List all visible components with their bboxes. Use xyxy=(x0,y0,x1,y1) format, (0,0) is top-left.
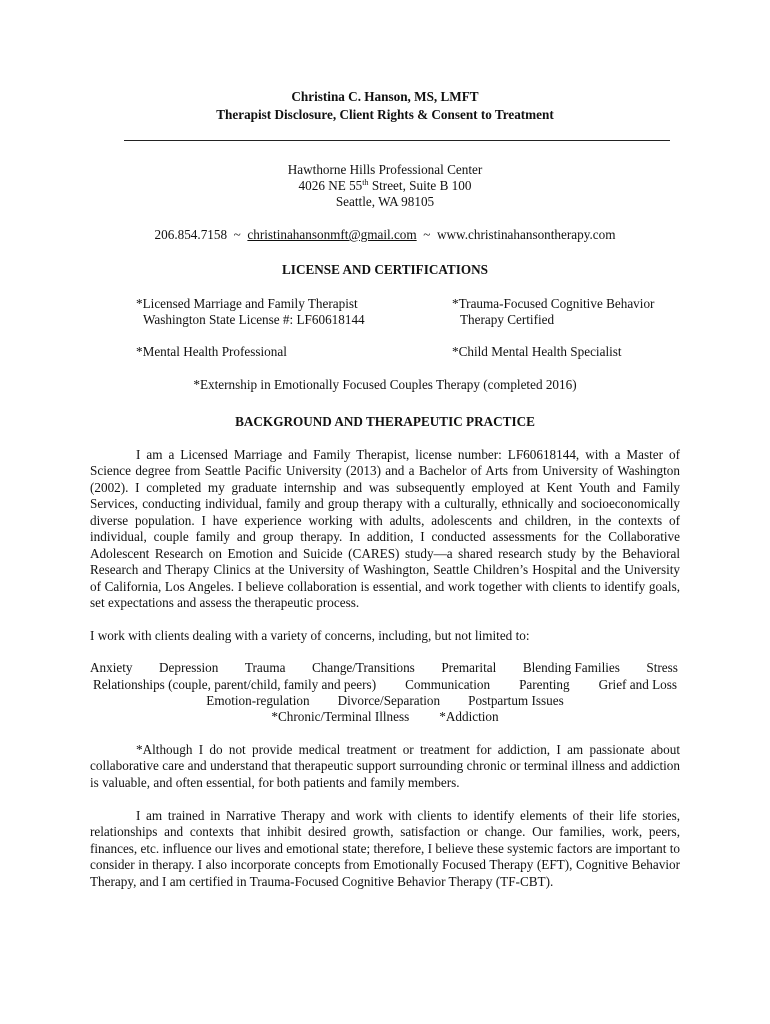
concern-item: Blending Families xyxy=(522,660,620,675)
concerns-row-3 xyxy=(0,693,770,709)
concern-item: Change/Transitions xyxy=(311,660,415,675)
concern-item: Relationships (couple, parent/child, family and peers) xyxy=(93,677,377,692)
address-street xyxy=(0,178,770,194)
website-link[interactable]: www.christinahansontherapy.com xyxy=(436,227,616,242)
license-item-tfcbt-cont: Therapy Certified xyxy=(460,312,555,327)
street-suffix: Street, Suite B 100 xyxy=(368,178,472,193)
license-item-cmhs: *Child Mental Health Specialist xyxy=(452,344,622,359)
address-city: Seattle, WA 98105 xyxy=(335,194,435,209)
header-divider xyxy=(124,140,670,141)
concern-item: Depression xyxy=(159,660,219,675)
concern-item: Grief and Loss xyxy=(598,677,677,692)
license-item-tfcbt: *Trauma-Focused Cognitive Behavior xyxy=(452,296,655,311)
email-link[interactable]: christinahansonmft@gmail.com xyxy=(247,227,417,242)
concerns-row-1 xyxy=(90,660,678,676)
background-paragraph-3: I am trained in Narrative Therapy and work with clients to identify elements of their life stories, relationships and contexts that inhibit desired growth, satisfaction or change. Our families, work, peers, finances, etc. influence our lives and emotional state; therefore, I believe these systemic factors are important to consider in therapy. I also incorporate concepts from Emotionally Focused Therapy (EFT), Cognitive Behavior Therapy, and I am certified in Trauma-Focused Cognitive Behavior Therapy (TF-CBT). xyxy=(90,808,680,889)
concerns-row-2 xyxy=(93,677,677,693)
concern-item: Trauma xyxy=(244,660,286,675)
background-paragraph-1: I am a Licensed Marriage and Family Therapist, license number: LF60618144, with a Master of Science degree from Seattle Pacific University (2013) and a Bachelor of Arts from University of Washington (2002). I completed my graduate internship and was subsequently employed at Kent Youth and Family Services, conducting individual, family and group therapy with a culturally, ethnically and socioeconomically diverse population. I have experience working with adults, adolescents and children, in the contexts of individual, couple family and group therapy. In addition, I conducted assessments for the Collaborative Adolescent Research on Emotion and Suicide (CARES) study—a shared research study by the Behavioral Research and Therapy Clinics at the University of Washington, Seattle Children’s Hospital and the University of California, Los Angeles. I believe collaboration is essential, and work together with clients to identify goals, set expectations and assess the therapeutic process. xyxy=(90,447,680,611)
concern-item: *Chronic/Terminal Illness xyxy=(271,709,410,724)
concern-item: Parenting xyxy=(519,677,570,692)
concerns-intro: I work with clients dealing with a variety of concerns, including, but not limited to: xyxy=(90,628,530,643)
contact-line xyxy=(0,227,770,243)
document-title: Therapist Disclosure, Client Rights & Consent to Treatment xyxy=(216,107,554,122)
concern-item: *Addiction xyxy=(439,709,499,724)
address-building: Hawthorne Hills Professional Center xyxy=(287,162,483,177)
license-item-lmft: *Licensed Marriage and Family Therapist xyxy=(136,296,358,311)
licenses-heading: LICENSE AND CERTIFICATIONS xyxy=(282,262,488,277)
phone-number: 206.854.7158 xyxy=(154,227,228,242)
concern-item: Communication xyxy=(405,677,491,692)
separator-1: ~ xyxy=(233,227,241,242)
separator-2: ~ xyxy=(423,227,431,242)
concern-item: Anxiety xyxy=(90,660,133,675)
concerns-row-4 xyxy=(0,709,770,725)
background-heading: BACKGROUND AND THERAPEUTIC PRACTICE xyxy=(235,414,535,429)
license-item-eft-externship: *Externship in Emotionally Focused Couples Therapy (completed 2016) xyxy=(193,377,577,392)
background-paragraph-2: *Although I do not provide medical treatment or treatment for addiction, I am passionate about collaborative care and understand that therapeutic support surrounding chronic or terminal illness and addiction is valuable, and often essential, for both patients and family members. xyxy=(90,742,680,790)
concern-item: Premarital xyxy=(441,660,497,675)
concern-item: Stress xyxy=(646,660,678,675)
license-item-mhp: *Mental Health Professional xyxy=(136,344,287,359)
concern-item: Divorce/Separation xyxy=(337,693,441,708)
street-prefix: 4026 NE 55 xyxy=(298,178,363,193)
license-item-lmft-number: Washington State License #: LF60618144 xyxy=(143,312,365,327)
concern-item: Postpartum Issues xyxy=(468,693,564,708)
street-ordinal: th xyxy=(362,178,369,187)
concern-item: Emotion-regulation xyxy=(206,693,310,708)
therapist-name: Christina C. Hanson, MS, LMFT xyxy=(291,89,479,104)
